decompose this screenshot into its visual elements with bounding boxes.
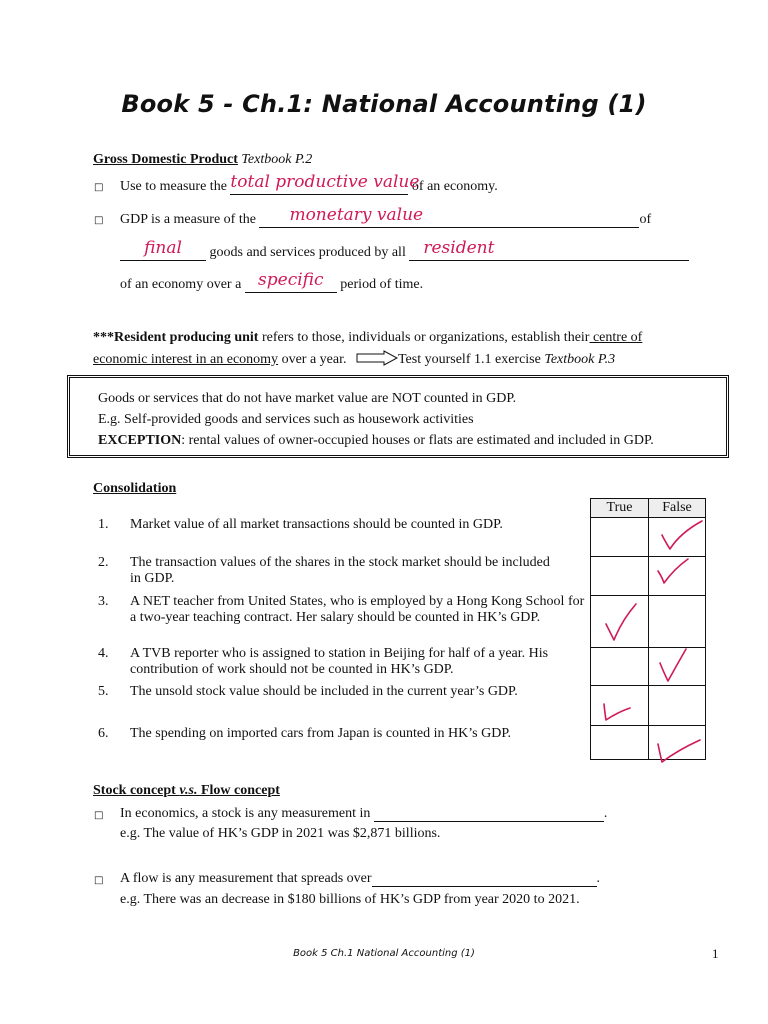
- page-title: Book 5 - Ch.1: National Accounting (1): [121, 90, 647, 118]
- question-text: A TVB reporter who is assigned to station in Beijing for half of a year. His contribution of work should not be counted in HK’s GDP.: [130, 646, 549, 677]
- gdp-line-2: GDP is a measure of the monetary value of: [120, 205, 652, 227]
- column-false: False: [649, 499, 706, 518]
- handwritten-answer: specific: [258, 270, 324, 290]
- question-number: 4.: [98, 646, 109, 661]
- stock-definition: In economics, a stock is any measurement in .: [120, 806, 608, 821]
- question-number: 6.: [98, 726, 109, 741]
- cell-true[interactable]: [591, 648, 649, 686]
- handwritten-answer: monetary value: [289, 205, 424, 225]
- question-number: 5.: [98, 684, 109, 699]
- note-line-1: Goods or services that do not have market value are NOT counted in GDP.: [98, 391, 517, 406]
- checkbox-bullet: □: [94, 810, 104, 821]
- blank-stock[interactable]: [374, 806, 604, 822]
- checkmark-icon: [650, 515, 706, 555]
- flow-definition: A flow is any measurement that spreads over .: [120, 871, 601, 886]
- gdp-line-1: Use to measure the total productive value of an economy.: [120, 172, 498, 194]
- checkmark-icon: [598, 598, 648, 646]
- checkmark-icon: [650, 645, 706, 685]
- section-heading-stock-flow: Stock concept v.s. Flow concept: [93, 783, 280, 798]
- handwritten-answer: final: [144, 238, 182, 258]
- gdp-line-3: final goods and services produced by all resident: [120, 245, 689, 261]
- section-heading-consolidation: Consolidation: [93, 481, 177, 496]
- question-number: 1.: [98, 517, 109, 532]
- handwritten-answer: resident: [423, 238, 495, 258]
- cell-false[interactable]: [649, 596, 706, 648]
- blank-final[interactable]: [120, 238, 206, 261]
- cell-true[interactable]: [591, 518, 649, 557]
- checkmark-icon: [596, 692, 646, 726]
- page-number: 1: [712, 946, 719, 961]
- cell-true[interactable]: [591, 557, 649, 596]
- question-number: 3.: [98, 594, 109, 609]
- column-true: True: [591, 499, 649, 518]
- gdp-line-4: of an economy over a specific period of time.: [120, 270, 424, 292]
- question-text: The transaction values of the shares in the stock market should be included in GDP.: [130, 555, 550, 586]
- gdp-heading-line: [93, 152, 312, 168]
- question-text: The unsold stock value should be included in the current year’s GDP.: [130, 684, 518, 699]
- cell-false[interactable]: [649, 686, 706, 726]
- cell-true[interactable]: [591, 726, 649, 760]
- note-line-2: E.g. Self-provided goods and services such as housework activities: [98, 412, 474, 427]
- question-text: Market value of all market transactions should be counted in GDP.: [130, 517, 503, 532]
- checkmark-icon: [650, 555, 706, 591]
- question-text: The spending on imported cars from Japan is counted in HK’s GDP.: [130, 726, 512, 741]
- handwritten-answer: total productive value: [230, 172, 420, 192]
- arrow-right-icon: [356, 350, 398, 366]
- checkbox-bullet: □: [94, 875, 104, 886]
- textbook-ref: Textbook P.2: [241, 152, 313, 167]
- question-text: A NET teacher from United States, who is employed by a Hong Kong School for a two-year teaching contract. Her salary should be counted in HK’s GDP.: [130, 594, 585, 625]
- flow-example: e.g. There was an decrease in $180 billions of HK’s GDP from year 2020 to 2021.: [120, 892, 580, 907]
- blank-specific[interactable]: [245, 270, 337, 293]
- note-box: [67, 375, 729, 458]
- checkmark-icon: [650, 730, 706, 768]
- stock-example: e.g. The value of HK’s GDP in 2021 was $2,871 billions.: [120, 826, 441, 841]
- blank-resident[interactable]: [409, 238, 689, 261]
- note-exception: EXCEPTION: rental values of owner-occupied houses or flats are estimated and included in GDP.: [98, 433, 654, 448]
- blank-flow[interactable]: [372, 871, 597, 887]
- footer-text: Book 5 Ch.1 National Accounting (1): [293, 948, 475, 959]
- checkbox-bullet: □: [94, 215, 104, 226]
- resident-definition: ***Resident producing unit refers to those, individuals or organizations, establish their centre of economic interest in an economy over a year. Test yourself 1.1 exercise Textbook P.3: [93, 330, 643, 367]
- question-number: 2.: [98, 555, 109, 570]
- checkbox-bullet: □: [94, 182, 104, 193]
- section-heading-gdp: Gross Domestic Product: [93, 152, 238, 167]
